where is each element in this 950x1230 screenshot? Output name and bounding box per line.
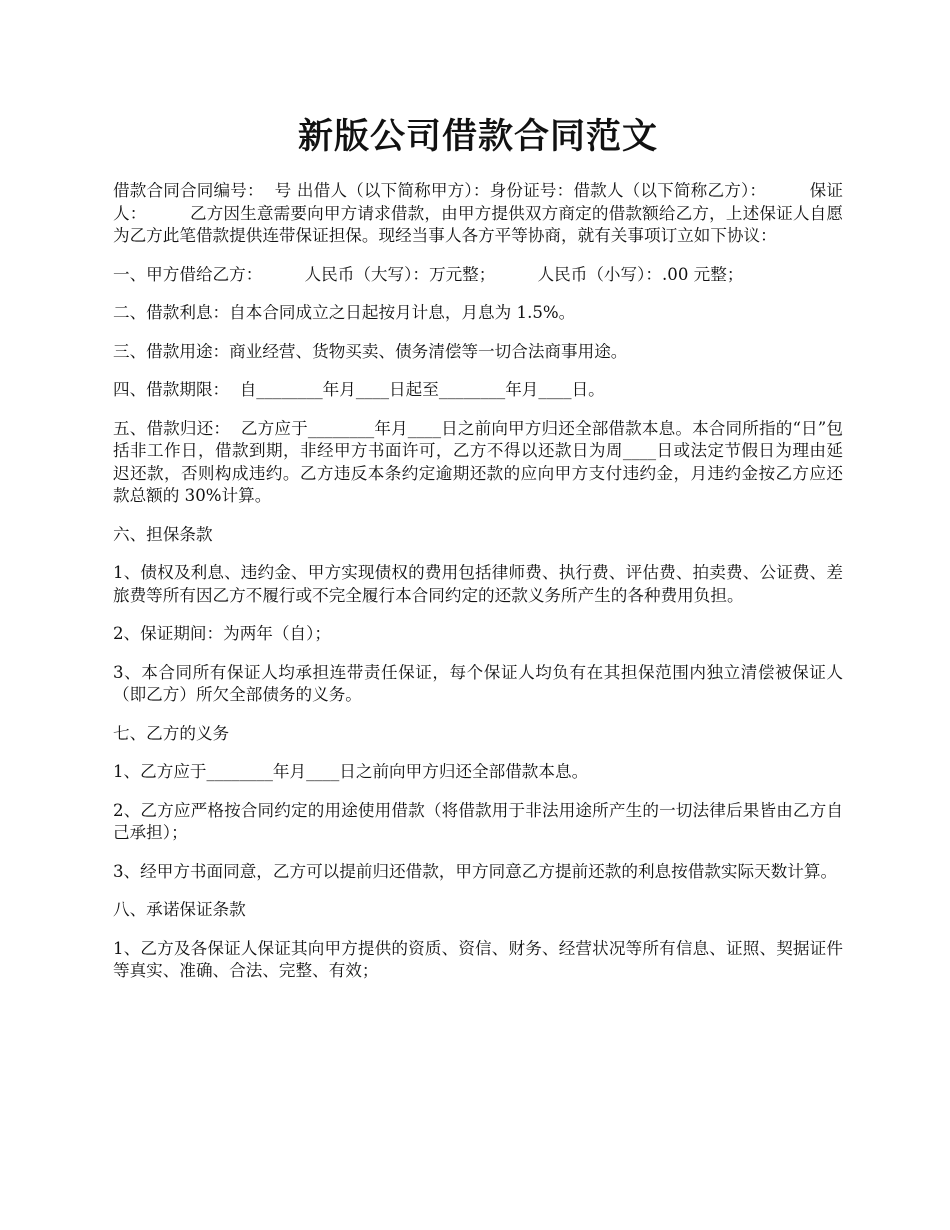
section-7-item-3: 3、经甲方书面同意，乙方可以提前归还借款，甲方同意乙方提前还款的利息按借款实际天数计算。 [113,861,838,881]
clause-1-loan-amount: 一、甲方借给乙方： 人民币（大写）：万元整； 人民币（小写）：.00 元整； [113,264,744,284]
section-8-item-1: 1、乙方及各保证人保证其向甲方提供的资质、资信、财务、经营状况等所有信息、证照、契据证件等真实、准确、合法、完整、有效； [113,938,843,980]
document-page [113,0,843,983]
section-8-heading: 八、承诺保证条款 [113,900,246,919]
section-6-heading: 六、担保条款 [113,524,213,544]
section-6-item-1: 1、债权及利息、违约金、甲方实现债权的费用包括律师费、执行费、评估费、拍卖费、公证费、差旅费等所有因乙方不履行或不完全履行本合同约定的还款义务所产生的各种费用负担。 [113,563,843,605]
clause-3-purpose: 三、借款用途：商业经营、货物买卖、债务清偿等一切合法商事用途。 [113,341,628,361]
section-7-item-2: 2、乙方应严格按合同约定的用途使用借款（将借款用于非法用途所产生的一切法律后果皆由乙方自己承担）； [113,800,843,842]
document-title: 新版公司借款合同范文 [297,116,658,157]
section-7-item-1: 1、乙方应于________年月____日之前向甲方归还全部借款本息。 [113,762,589,781]
clause-5-repayment: 五、借款归还： 乙方应于________年月____日之前向甲方归还全部借款本息。本合同所指的“日”包括非工作日，借款到期，非经甲方书面许可，乙方不得以还款日为周____日或法定节假日为理由延迟还款，否则构成违约。乙方违反本条约定逾期还款的应向甲方支付违约金，月违约金按乙方应还款总额的 30%计算。 [113,418,843,505]
clause-4-term: 四、借款期限： 自________年月____日起至________年月____日。 [113,380,605,399]
section-6-item-3: 3、本合同所有保证人均承担连带责任保证，每个保证人均负有在其担保范围内独立清偿被保证人（即乙方）所欠全部债务的义务。 [113,662,843,704]
clause-2-interest: 二、借款利息：自本合同成立之日起按月计息，月息为 1.5%。 [113,303,576,322]
intro-paragraph: 借款合同合同编号： 号 出借人（以下简称甲方）：身份证号：借款人（以下简称乙方）： 保证人： 乙方因生意需要向甲方请求借款，由甲方提供双方商定的借款额给乙方，上述保证人自愿为乙方此笔借款提供连带保证担保。现经当事人各方平等协商，就有关事项订立如下协议： [113,181,843,245]
section-6-item-2: 2、保证期间：为两年（自）； [113,624,331,643]
section-7-heading: 七、乙方的义务 [113,723,230,743]
